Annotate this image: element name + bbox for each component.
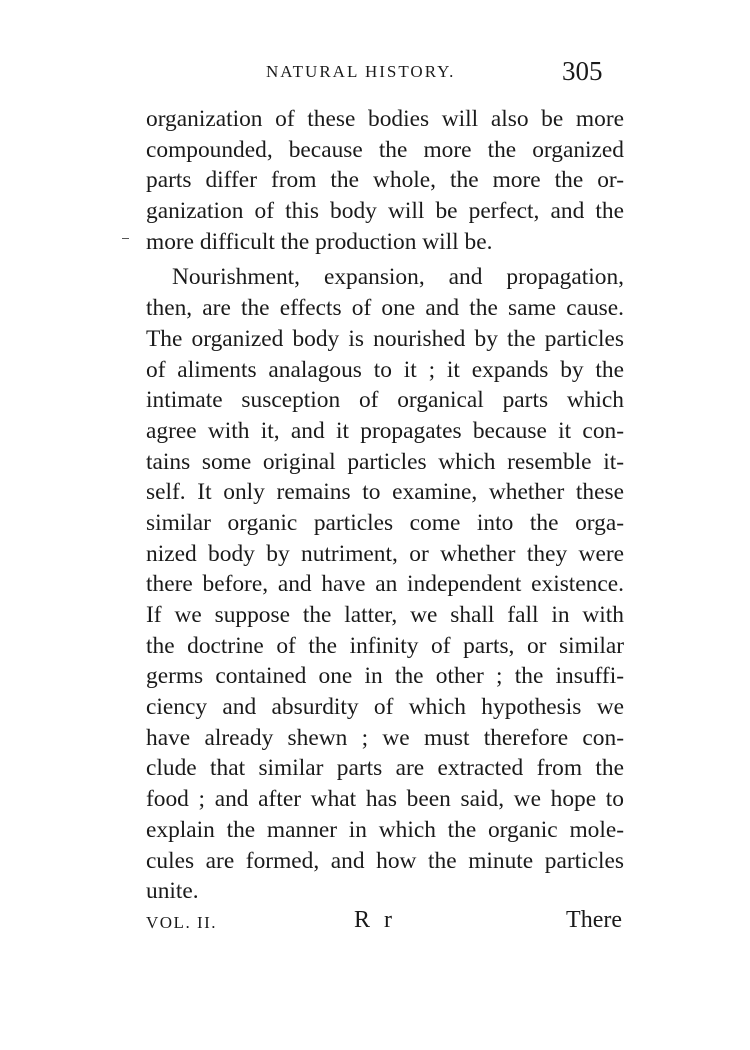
text-line: If we suppose the latter, we shall fall in with [146,602,624,628]
running-title: NATURAL HISTORY. [266,62,456,81]
text-line: agree with it, and it propagates because it con- [146,417,624,444]
margin-mark [122,238,129,239]
text-line: clude that similar parts are extracted from the [146,755,624,782]
text-line: Nourishment, expansion, and propagation, [172,264,624,291]
text-line: food ; and after what has been said, we hope to [146,786,624,813]
text-line: similar organic particles come into the orga- [146,509,624,536]
text-line: nized body by nutriment, or whether they were [146,540,624,567]
text-line: ciency and absurdity of which hypothesis we [146,694,624,721]
text-line: unite. [146,878,199,905]
text-line: have already shewn ; we must therefore con- [146,724,624,751]
signature-mark: R r [354,907,396,933]
text-line: intimate susception of organical parts which [146,387,624,414]
text-line: more difficult the production will be. [146,228,493,255]
text-line: there before, and have an independent existence. [146,571,624,598]
text-line: then, are the effects of one and the same cause. [146,295,624,322]
text-line: The organized body is nourished by the particles [146,325,624,352]
page-footer [146,905,624,937]
volume-label: VOL. II. [146,913,218,932]
paragraph-1 [146,104,624,257]
text-line: germs contained one in the other ; the insuffi- [146,663,624,690]
text-line: explain the manner in which the organic mole- [146,816,624,843]
catchword: There [566,907,622,933]
text-line: organization of these bodies will also be more [146,106,624,132]
text-line: the doctrine of the infinity of parts, or similar [146,632,624,659]
paragraph-2 [146,262,624,906]
body-text [146,104,624,907]
text-line: cules are formed, and how the minute particles [146,847,624,874]
text-line: tains some original particles which resemble it- [146,448,624,475]
text-line: compounded, because the more the organized [146,136,624,163]
text-line: parts differ from the whole, the more the or- [146,167,624,194]
page-number: 305 [562,56,603,86]
text-line: of aliments analagous to it ; it expands by the [146,356,624,383]
text-line: self. It only remains to examine, whether these [146,479,624,506]
text-line: ganization of this body will be perfect, and the [146,198,624,225]
